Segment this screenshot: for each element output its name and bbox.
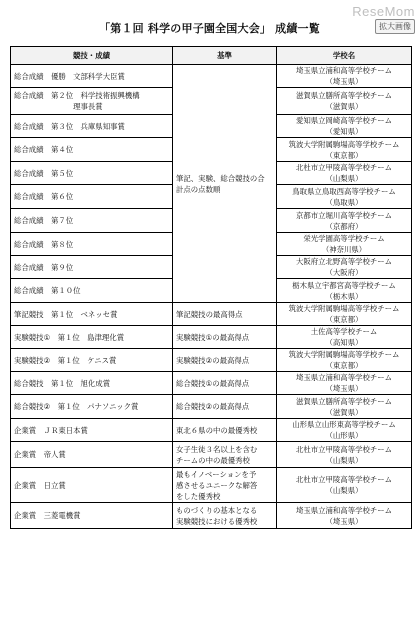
- award-category: 企業賞 帝人賞: [11, 442, 173, 468]
- school-name: 栄光学園高等学校チーム （神奈川県）: [277, 233, 412, 256]
- award-category: 総合競技② 第１位 パナソニック賞: [11, 395, 173, 419]
- table-row: [11, 372, 412, 395]
- school-name: 栃木県立宇都宮高等学校チーム （栃木県）: [277, 279, 412, 303]
- school-name: 北杜市立甲陵高等学校チーム （山梨県）: [277, 468, 412, 503]
- award-category: 筆記競技 第１位 ベネッセ賞: [11, 303, 173, 326]
- header-school: 学校名: [277, 47, 412, 65]
- award-category: 実験競技① 第１位 島津理化賞: [11, 326, 173, 349]
- award-criterion: 総合競技②の最高得点: [173, 395, 277, 419]
- school-name: 北杜市立甲陵高等学校チーム （山梨県）: [277, 162, 412, 185]
- table-row: [11, 303, 412, 326]
- resemom-logo[interactable]: [337, 2, 415, 32]
- award-category: 総合成績 優勝 文部科学大臣賞: [11, 65, 173, 88]
- table-row: [11, 468, 412, 503]
- results-table: [10, 46, 412, 529]
- enlarge-badge[interactable]: 拡大画像: [375, 19, 415, 34]
- table-row: [11, 503, 412, 529]
- table-header-row: [11, 47, 412, 65]
- table-row: [11, 65, 412, 88]
- award-category: 総合成績 第６位: [11, 185, 173, 209]
- school-name: 筑波大学附属駒場高等学校チーム （東京都）: [277, 303, 412, 326]
- award-category: 総合成績 第５位: [11, 162, 173, 185]
- award-category: 総合成績 第８位: [11, 233, 173, 256]
- award-category: 実験競技② 第１位 ケニス賞: [11, 349, 173, 372]
- page-title: 「第１回 科学の甲子園全国大会」 成績一覧: [99, 22, 320, 35]
- school-name: 埼玉県立浦和高等学校チーム （埼玉県）: [277, 372, 412, 395]
- table-row: [11, 326, 412, 349]
- school-name: 埼玉県立浦和高等学校チーム （埼玉県）: [277, 503, 412, 529]
- award-category: 企業賞 ＪＲ東日本賞: [11, 419, 173, 442]
- award-category: 総合成績 第４位: [11, 138, 173, 162]
- school-name: 愛知県立岡崎高等学校チーム （愛知県）: [277, 115, 412, 138]
- award-criterion: 女子生徒３名以上を含む チームの中の最優秀校: [173, 442, 277, 468]
- award-category: 総合成績 第７位: [11, 209, 173, 233]
- school-name: 山形県立山形東高等学校チーム （山形県）: [277, 419, 412, 442]
- award-category: 総合成績 第９位: [11, 256, 173, 279]
- school-name: 大阪府立北野高等学校チーム （大阪府）: [277, 256, 412, 279]
- school-name: 北杜市立甲陵高等学校チーム （山梨県）: [277, 442, 412, 468]
- award-criterion: 実験競技②の最高得点: [173, 349, 277, 372]
- school-name: 土佐高等学校チーム （高知県）: [277, 326, 412, 349]
- table-row: [11, 349, 412, 372]
- award-criterion: 実験競技①の最高得点: [173, 326, 277, 349]
- award-category: 企業賞 日立賞: [11, 468, 173, 503]
- header-criterion: 基準: [173, 47, 277, 65]
- header-category: 競技・成績: [11, 47, 173, 65]
- school-name: 滋賀県立膳所高等学校チーム （滋賀県）: [277, 395, 412, 419]
- award-criterion: 最もイノベーションを予 感させるユニークな解答 をした優秀校: [173, 468, 277, 503]
- school-name: 埼玉県立浦和高等学校チーム （埼玉県）: [277, 65, 412, 88]
- school-name: 鳥取県立鳥取西高等学校チーム （鳥取県）: [277, 185, 412, 209]
- award-category: 総合成績 第２位 科学技術振興機構 理事長賞: [11, 88, 173, 115]
- award-criterion: ものづくりの基本となる 実験競技における優秀校: [173, 503, 277, 529]
- school-name: 滋賀県立膳所高等学校チーム （滋賀県）: [277, 88, 412, 115]
- award-criterion: 東北６県の中の最優秀校: [173, 419, 277, 442]
- award-criterion: 総合競技①の最高得点: [173, 372, 277, 395]
- school-name: 筑波大学附属駒場高等学校チーム （東京都）: [277, 138, 412, 162]
- table-row: [11, 419, 412, 442]
- shared-criterion: 筆記、実験、総合競技の合 計点の点数順: [173, 65, 277, 303]
- award-category: 総合競技 第１位 旭化成賞: [11, 372, 173, 395]
- award-category: 企業賞 三菱電機賞: [11, 503, 173, 529]
- award-criterion: 筆記競技の最高得点: [173, 303, 277, 326]
- table-row: [11, 442, 412, 468]
- award-category: 総合成績 第３位 兵庫県知事賞: [11, 115, 173, 138]
- brand-name: ReseMom: [352, 4, 415, 19]
- school-name: 京都市立堀川高等学校チーム （京都府）: [277, 209, 412, 233]
- award-category: 総合成績 第１０位: [11, 279, 173, 303]
- school-name: 筑波大学附属駒場高等学校チーム （東京都）: [277, 349, 412, 372]
- table-row: [11, 395, 412, 419]
- results-body: [11, 65, 412, 529]
